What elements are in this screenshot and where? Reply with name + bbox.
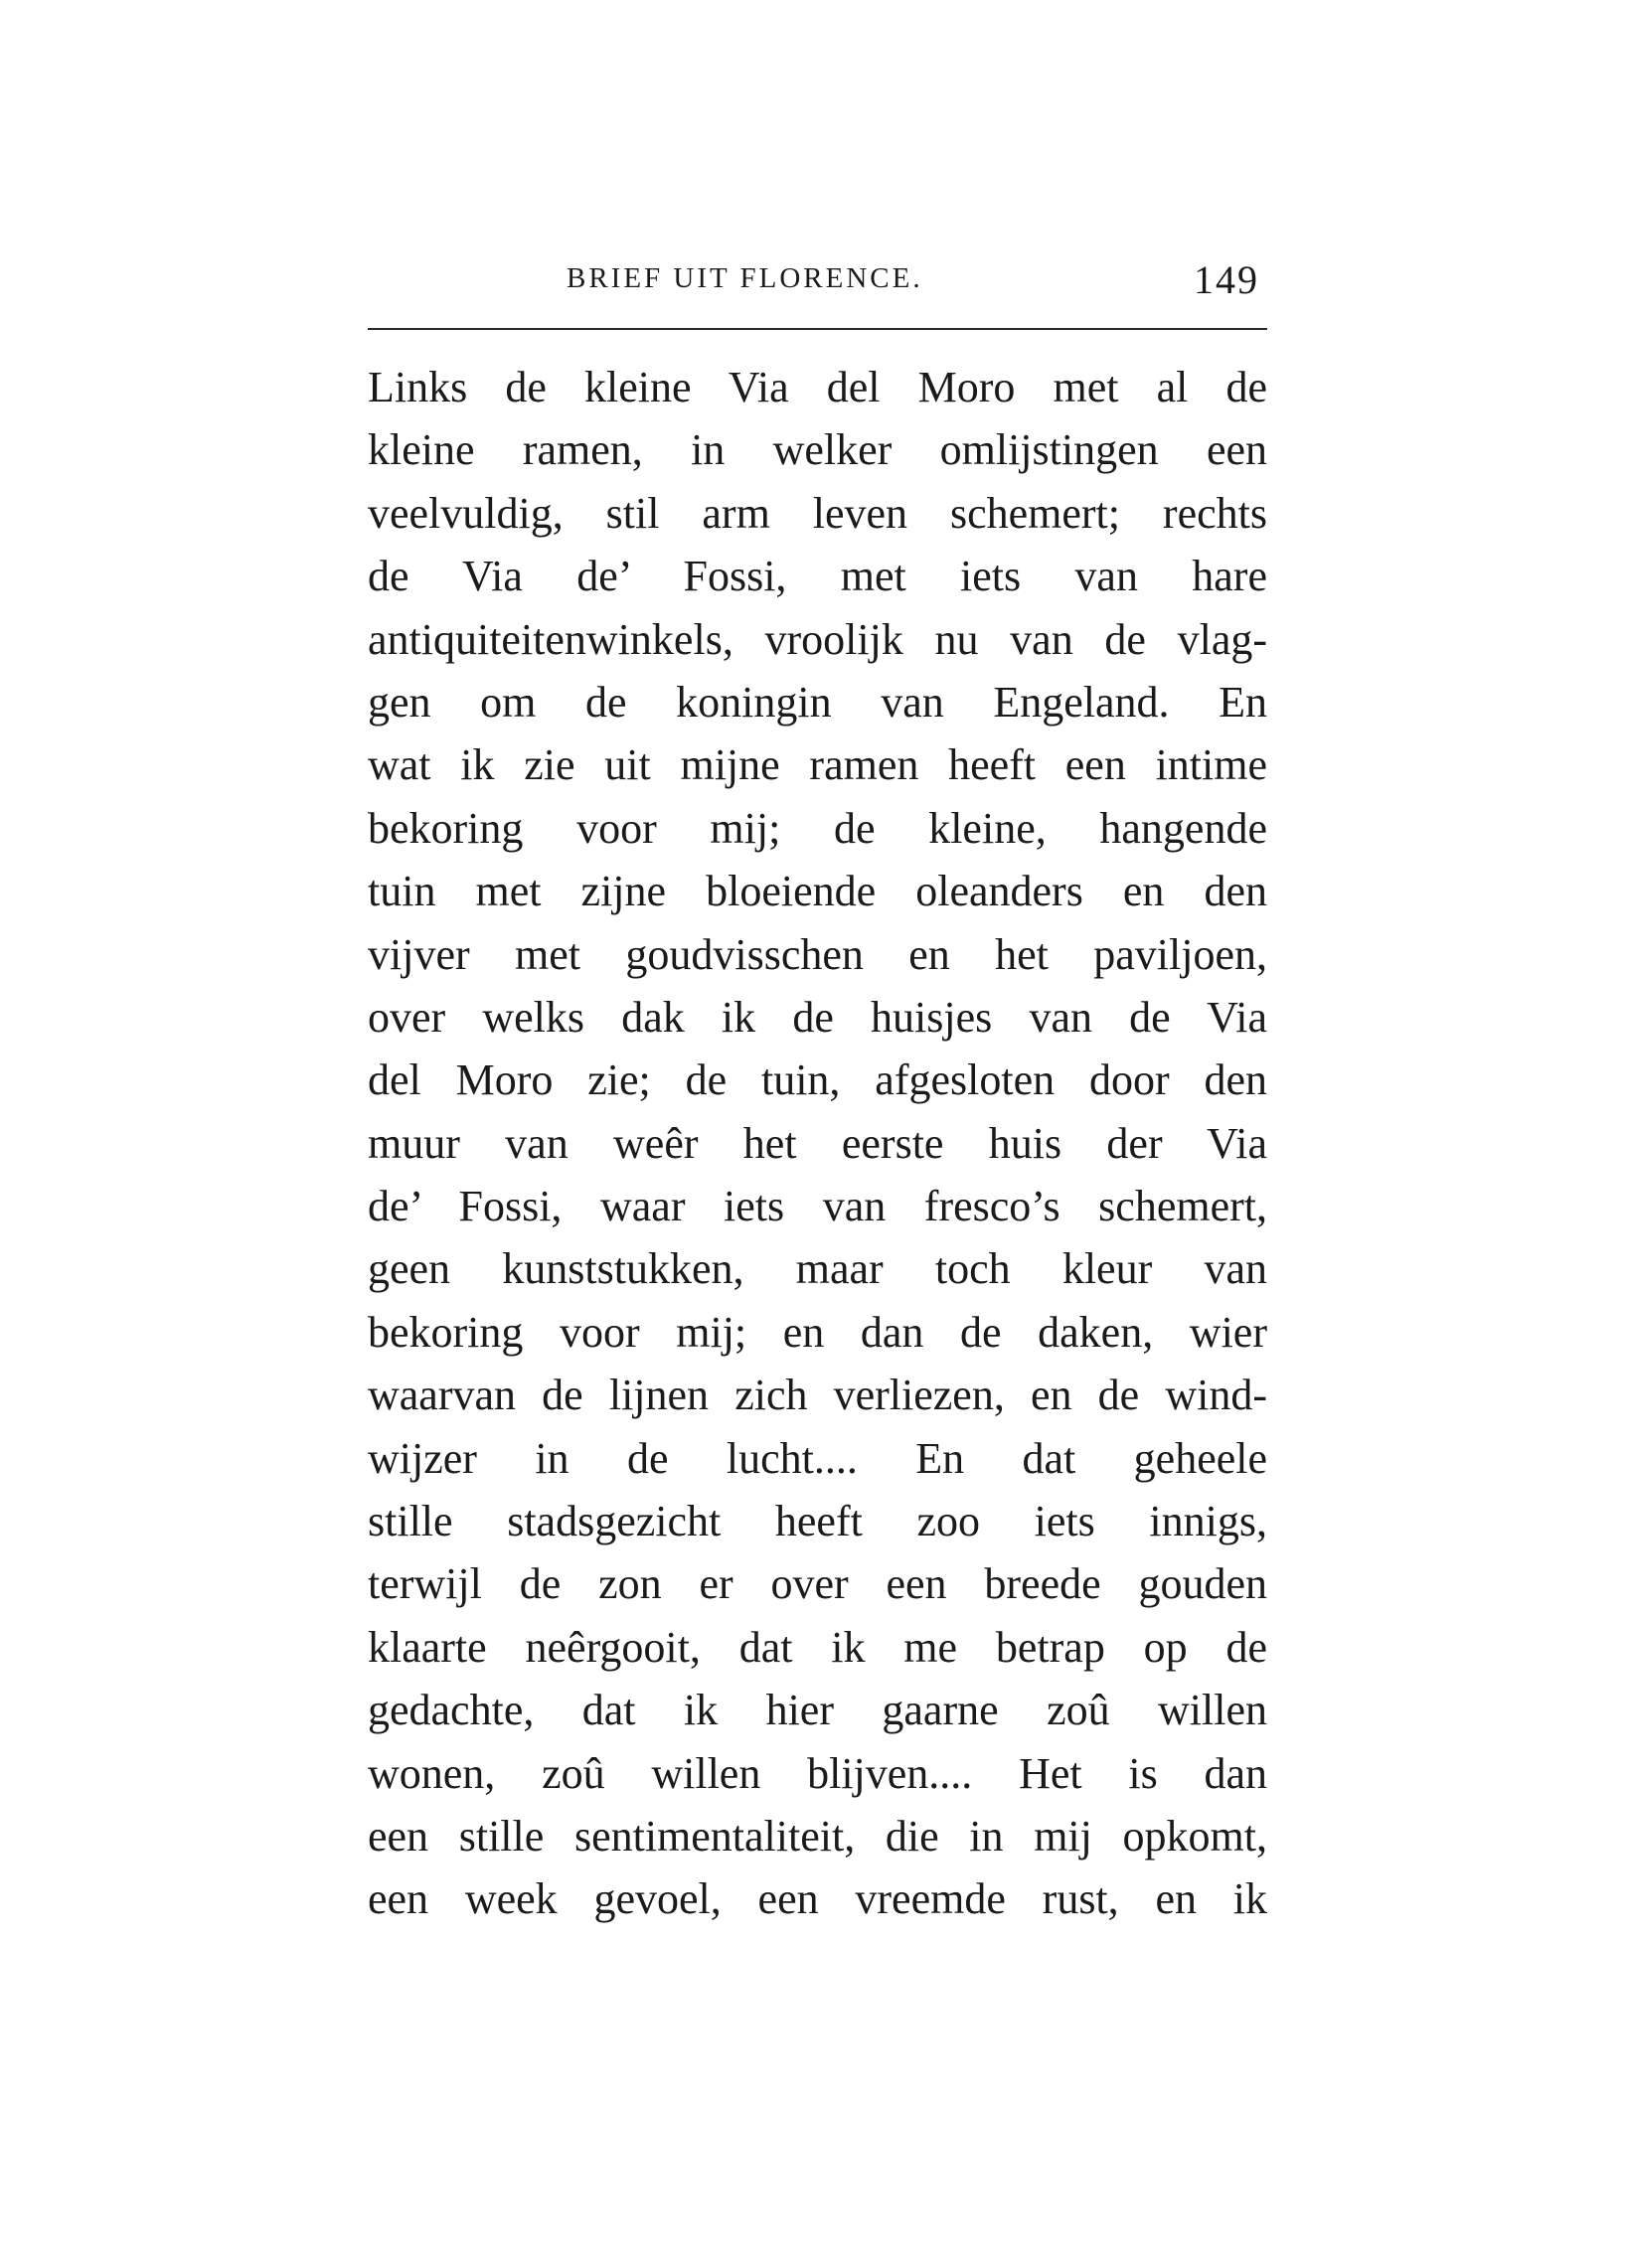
text-line: een stille sentimentaliteit, die in mij opkomt, [368, 1811, 1267, 1861]
text-line: over welks dak ik de huisjes van de Via [368, 992, 1267, 1042]
text-line: wat ik zie uit mijne ramen heeft een intime [368, 740, 1267, 790]
text-line: de’ Fossi, waar iets van fresco’s schemert, [368, 1182, 1267, 1231]
text-line: muur van weêr het eerste huis der Via [368, 1118, 1267, 1168]
text-line: antiquiteitenwinkels, vroolijk nu van de vlag- [368, 614, 1267, 664]
text-line: del Moro zie; de tuin, afgesloten door den [368, 1055, 1267, 1105]
text-line: terwijl de zon er over een breede gouden [368, 1559, 1267, 1609]
text-line: stille stadsgezicht heeft zoo iets innigs, [368, 1497, 1267, 1546]
text-line: klaarte neêrgooit, dat ik me betrap op de [368, 1622, 1267, 1672]
text-line: Links de kleine Via del Moro met al de [368, 363, 1267, 411]
text-line: kleine ramen, in welker omlijstingen een [368, 425, 1267, 475]
text-line: bekoring voor mij; en dan de daken, wier [368, 1307, 1267, 1357]
text-line: gen om de koningin van Engeland. En [368, 677, 1267, 727]
page-number: 149 [1194, 257, 1259, 302]
text-line: veelvuldig, stil arm leven schemert; rechts [368, 488, 1267, 538]
text-line: wijzer in de lucht.... En dat geheele [368, 1433, 1267, 1483]
text-line: tuin met zijne bloeiende oleanders en den [368, 867, 1267, 916]
text-line: gedachte, dat ik hier gaarne zoû willen [368, 1686, 1267, 1735]
text-line: vijver met goudvisschen en het paviljoen, [368, 929, 1267, 979]
text-line: bekoring voor mij; de kleine, hangende [368, 803, 1267, 853]
running-head [368, 256, 1267, 306]
header-rule [368, 328, 1267, 330]
text-line: waarvan de lijnen zich verliezen, en de wind- [368, 1371, 1267, 1420]
text-line: een week gevoel, een vreemde rust, en ik [368, 1874, 1267, 1924]
body-text [368, 356, 1267, 1931]
text-line: geen kunststukken, maar toch kleur van [368, 1244, 1267, 1294]
running-title: BRIEF UIT FLORENCE. [567, 262, 923, 294]
text-line: de Via de’ Fossi, met iets van hare [368, 552, 1267, 601]
text-line: wonen, zoû willen blijven.... Het is dan [368, 1748, 1267, 1798]
